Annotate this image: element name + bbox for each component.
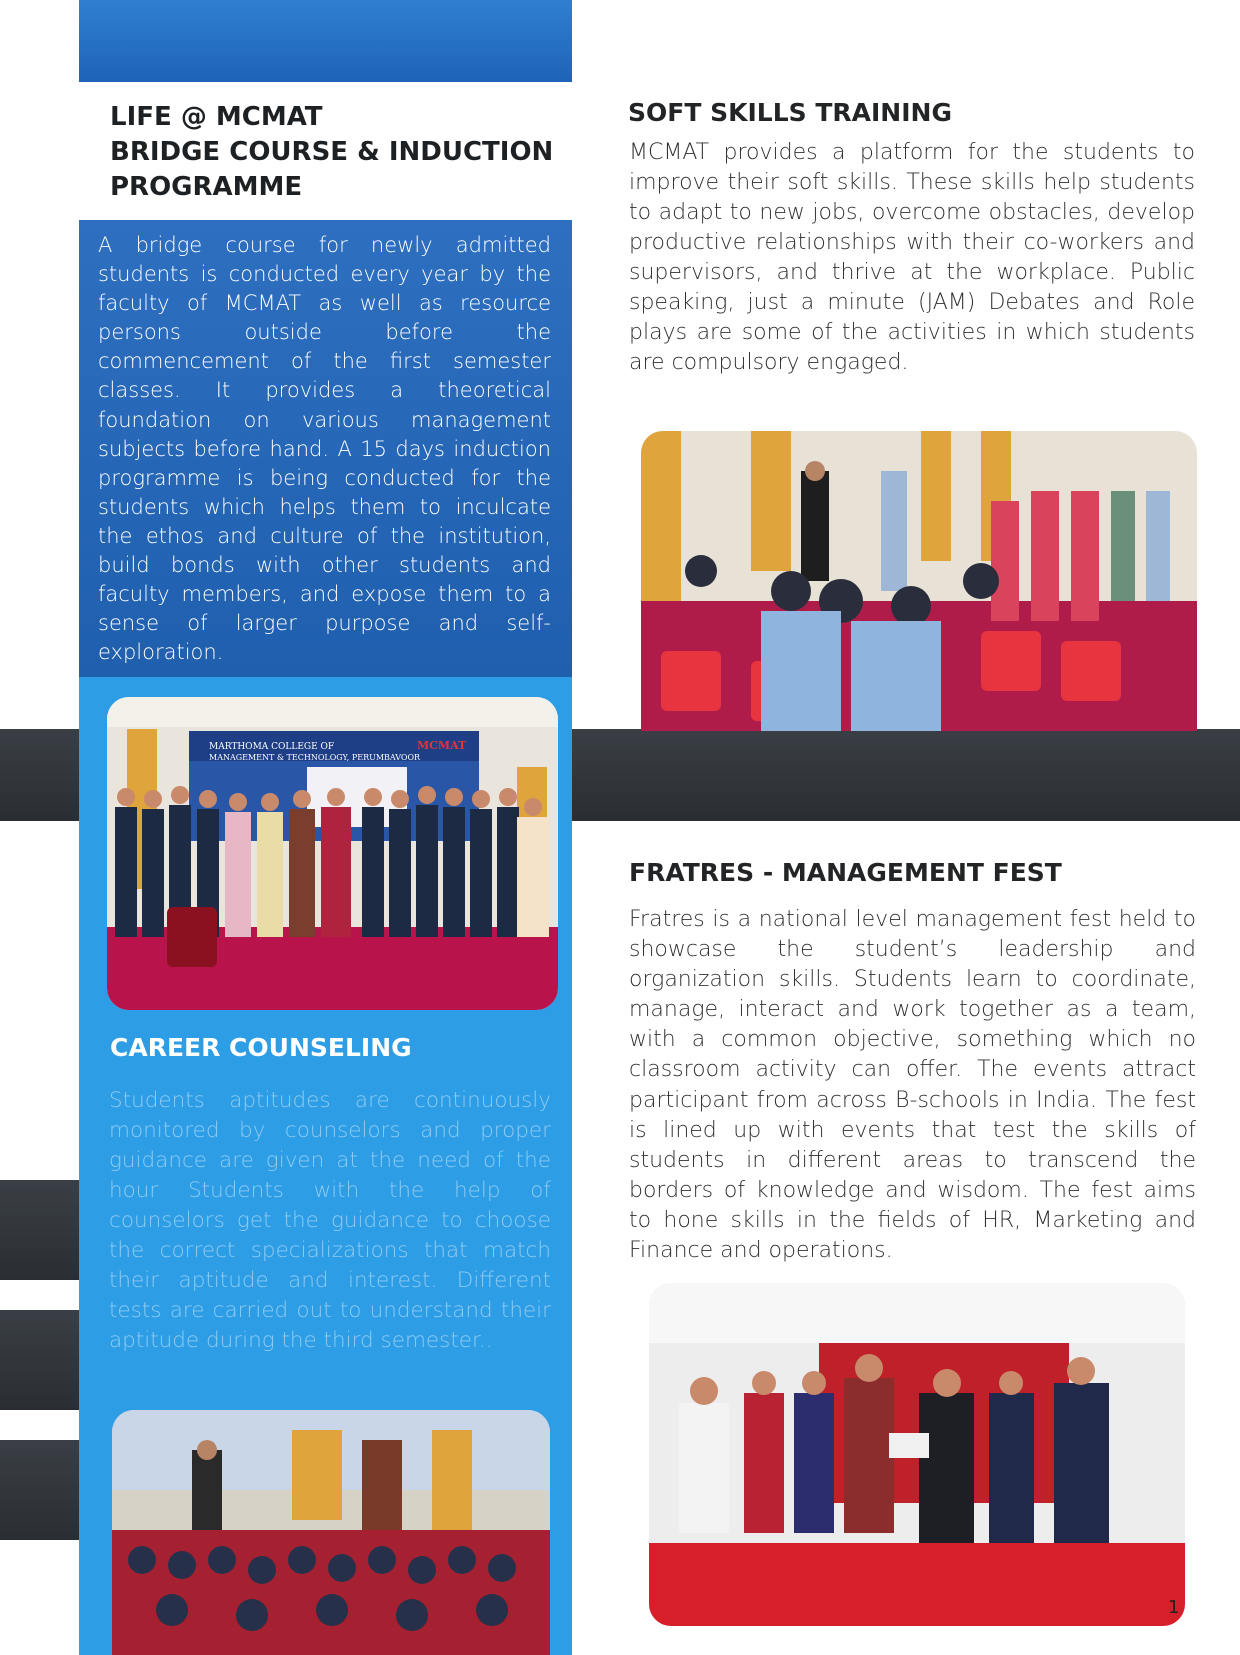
career-counseling-title: CAREER COUNSELING xyxy=(110,1033,412,1062)
left-tab-1 xyxy=(0,1180,79,1280)
life-heading-line-3: PROGRAMME xyxy=(110,172,303,202)
left-tab-2 xyxy=(0,1310,79,1410)
life-heading-line-2: BRIDGE COURSE & INDUCTION xyxy=(110,137,554,167)
life-heading-line-1: LIFE @ MCMAT xyxy=(110,102,323,132)
bridge-course-text: A bridge course for newly admitted students is conducted every year by the faculty of MCMAT as well as resource persons outside before the commencement of the first semester classes. It provides a theoretical foundation on various management subjects before hand. A 15 days induction programme is being conducted for the students which helps them to inculcate the ethos and culture of the institution, build bonds with other students and faculty members, and expose them to a sense of larger purpose and self-exploration. xyxy=(98,233,551,665)
left-dark-band xyxy=(0,729,79,821)
life-heading xyxy=(110,100,570,205)
career-counseling-photo xyxy=(112,1410,550,1655)
left-tab-3 xyxy=(0,1440,79,1540)
banner-college-line-2: MANAGEMENT & TECHNOLOGY, PERUMBAVOOR xyxy=(209,753,421,762)
center-dark-band xyxy=(572,729,1240,821)
fratres-award-photo xyxy=(649,1283,1185,1626)
soft-skills-title: SOFT SKILLS TRAINING xyxy=(628,98,952,127)
top-blue-block xyxy=(79,0,572,82)
banner-college-line-1: MARTHOMA COLLEGE OF xyxy=(209,742,335,752)
induction-group-photo xyxy=(107,697,558,1010)
fratres-text: Fratres is a national level management fest held to showcase the student’s leadership and organization skills. Students learn to coordinate, manage, interact and work together as a team, with a common objective, something which no classroom activity can offer. The events attract participant from across B-schools in India. The fest is lined up with events that test the skills of students in different areas to transcend the borders of knowledge and wisdom. The fest aims to hone skills in the fields of HR, Marketing and Finance and operations. xyxy=(629,907,1196,1264)
career-counseling-text: Students aptitudes are continuously monitored by counselors and proper guidance are given at the need of the hour Students with the help of counselors get the guidance to choose the correct specializations that match their aptitude and interest. Different tests are carried out to understand their aptitude during the third semester.. xyxy=(109,1088,551,1353)
fratres-title: FRATRES - MANAGEMENT FEST xyxy=(629,858,1062,887)
banner-logo-text: MCMAT xyxy=(417,739,467,752)
soft-skills-photo xyxy=(641,431,1197,731)
soft-skills-text: MCMAT provides a platform for the students to improve their soft skills. These skills help students to adapt to new jobs, overcome obstacles, develop productive relationships with their co-workers and supervisors, and thrive at the workplace. Public speaking, just a minute (JAM) Debates and Role plays are some of the activities in which students are compulsory engaged. xyxy=(629,140,1195,375)
page-number: 1 xyxy=(1168,1597,1180,1618)
